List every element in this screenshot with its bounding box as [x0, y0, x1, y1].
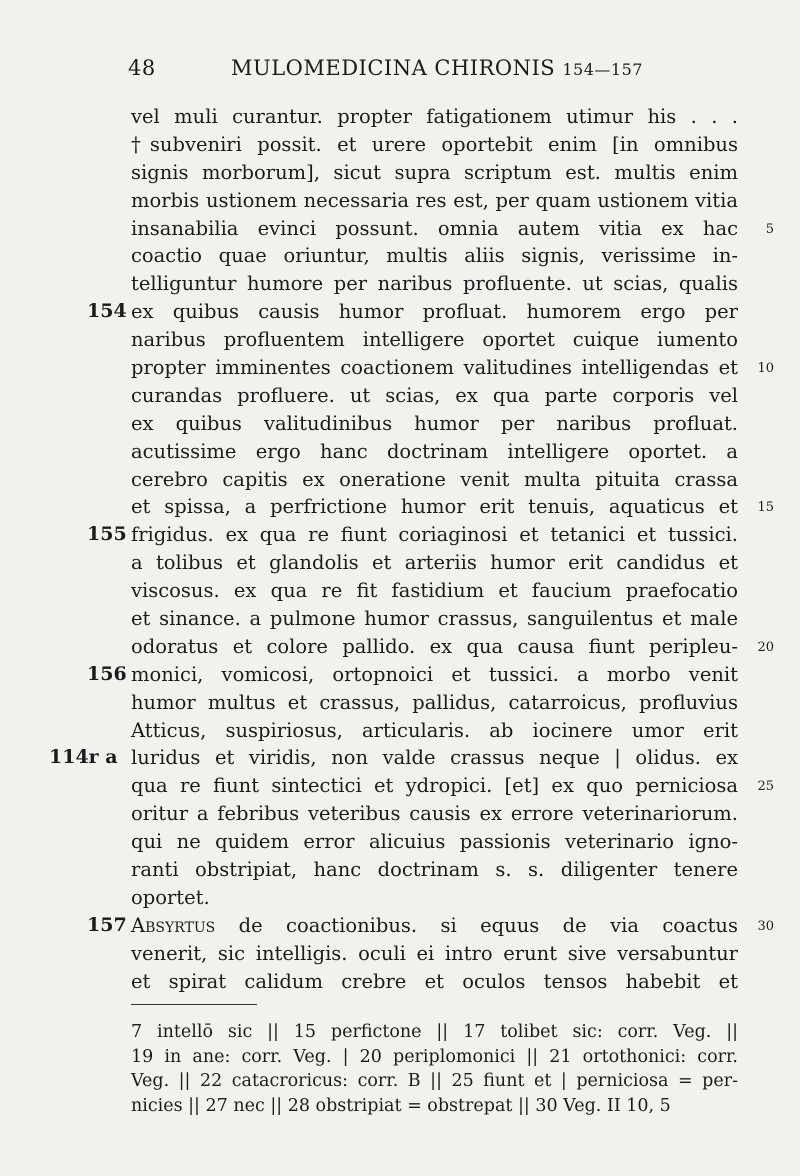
main-text [49, 103, 774, 996]
text-line [131, 215, 774, 243]
line-text: frigidus. ex qua re fiunt coriaginosi et tetanici et tussici. [131, 523, 738, 547]
text-line [87, 912, 774, 940]
footnote-line: Veg. || 22 catacroricus: corr. B || 25 fiunt et | perniciosa = per- [131, 1071, 738, 1091]
text-line [131, 772, 774, 800]
text-line [131, 549, 738, 577]
line-number: 10 [757, 361, 774, 377]
text-line [131, 717, 738, 745]
text-line [87, 521, 738, 549]
text-line [131, 438, 738, 466]
footnote-line: 19 in ane: corr. Veg. | 20 periplomonici || 21 ortothonici: corr. [131, 1046, 738, 1067]
text-line [131, 605, 738, 633]
line-text: humor multus et crassus, pallidus, catarroicus, profluvius [131, 690, 738, 714]
line-text: vel muli curantur. propter fatigationem utimur his . . . [131, 105, 738, 128]
line-text: coactio quae oriuntur, multis aliis signis, verissime in- [131, 244, 738, 268]
footnote-line: 7 intellō sic || 15 perfictone || 17 tolibet sic: corr. Veg. || [131, 1022, 738, 1042]
text-line [131, 131, 738, 159]
line-text: de coactionibus. si equus de via coactus [215, 913, 738, 937]
line-text: a tolibus et glandolis et arteriis humor erit candidus et [131, 551, 738, 575]
line-text: propter imminentes coactionem valitudines intelligendas et [131, 356, 738, 380]
line-text: acutissime ergo hanc doctrinam intelligere oportet. a [131, 439, 738, 463]
line-text: ex quibus causis humor profluat. humorem ergo per [131, 300, 738, 324]
critical-apparatus [131, 1020, 738, 1118]
line-text: telliguntur humore per naribus profluente. ut scias, qualis [131, 272, 738, 296]
line-text: et spissa, a perfrictione humor erit tenuis, aquaticus et [131, 495, 738, 519]
text-line [131, 577, 738, 605]
text-line [131, 633, 774, 661]
section-number: 154 [87, 300, 127, 323]
line-number: 30 [757, 918, 774, 934]
header-title-text: MULOMEDICINA CHIRONIS [231, 56, 556, 80]
line-text: monici, vomicosi, ortopnoici et tussici. a morbo venit [131, 662, 738, 686]
line-text: venerit, sic intelligis. oculi ei intro erunt sive versabuntur [131, 941, 738, 965]
text-line [131, 382, 738, 410]
footnote-rule [131, 1004, 257, 1005]
line-number: 25 [757, 779, 774, 795]
line-text: et spirat calidum crebre et oculos tensos habebit et [131, 969, 738, 993]
header-title [231, 56, 643, 80]
text-line [131, 103, 738, 131]
text-line [131, 242, 738, 270]
line-text: oritur a febribus veteribus causis ex errore veterinariorum. [131, 802, 738, 826]
text-line [131, 466, 738, 494]
text-line [131, 968, 738, 996]
text-line [131, 689, 738, 717]
line-number: 20 [757, 639, 774, 655]
text-line [87, 298, 738, 326]
text-line [131, 884, 738, 912]
section-number: 156 [87, 662, 127, 685]
line-text: ranti obstripiat, hanc doctrinam s. s. diligenter tenere [131, 858, 738, 882]
line-text: †subveniri possit. et urere oportebit enim [in omnibus [131, 132, 738, 156]
line-number: 15 [757, 500, 774, 516]
text-line [131, 940, 738, 968]
header-range: 154—157 [562, 60, 643, 79]
line-number: 5 [765, 221, 774, 237]
text-line [49, 744, 738, 772]
text-line [131, 159, 738, 187]
line-text: morbis ustionem necessaria res est, per quam ustionem vitia [131, 188, 738, 212]
line-text: luridus et viridis, non valde crassus neque | olidus. ex [131, 746, 738, 770]
text-line [131, 800, 738, 828]
text-line [131, 493, 774, 521]
line-text: viscosus. ex qua re fit fastidium et faucium praefocatio [131, 579, 738, 603]
line-text: naribus profluentem intelligere oportet cuique iumento [131, 328, 738, 352]
line-text: odoratus et colore pallido. ex qua causa fiunt peripleu- [131, 634, 738, 658]
line-text: signis morborum], sicut supra scriptum est. multis enim [131, 160, 738, 184]
text-line [131, 326, 738, 354]
line-text: insanabilia evinci possunt. omnia autem vitia ex hac [131, 216, 738, 240]
text-line [131, 828, 738, 856]
text-line [131, 856, 738, 884]
page-number: 48 [128, 56, 156, 80]
line-text: qui ne quidem error alicuius passionis veterinario igno- [131, 830, 738, 854]
text-line [87, 661, 738, 689]
line-text: curandas profluere. ut scias, ex qua parte corporis vel [131, 383, 738, 407]
line-text: qua re fiunt sintectici et ydropici. [et] ex quo perniciosa [131, 774, 738, 798]
footnote-line: nicies || 27 nec || 28 obstripiat = obstrepat || 30 Veg. II 10, 5 [131, 1095, 671, 1116]
author-name: Absyrtus [131, 913, 216, 937]
line-text: oportet. [131, 885, 210, 909]
line-text: ex quibus valitudinibus humor per naribus profluat. [131, 411, 738, 435]
section-number: 155 [87, 523, 127, 546]
line-text: cerebro capitis ex oneratione venit multa pituita crassa [131, 467, 738, 491]
line-text: et sinance. a pulmone humor crassus, sanguilentus et male [131, 607, 738, 631]
section-number: 157 [87, 913, 127, 936]
text-line [131, 410, 738, 438]
text-line [131, 270, 738, 298]
text-line [131, 354, 774, 382]
text-line [131, 187, 738, 215]
line-text: Atticus, suspiriosus, articularis. ab iocinere umor erit [131, 718, 738, 742]
folio-marker: 114r a [49, 746, 118, 769]
